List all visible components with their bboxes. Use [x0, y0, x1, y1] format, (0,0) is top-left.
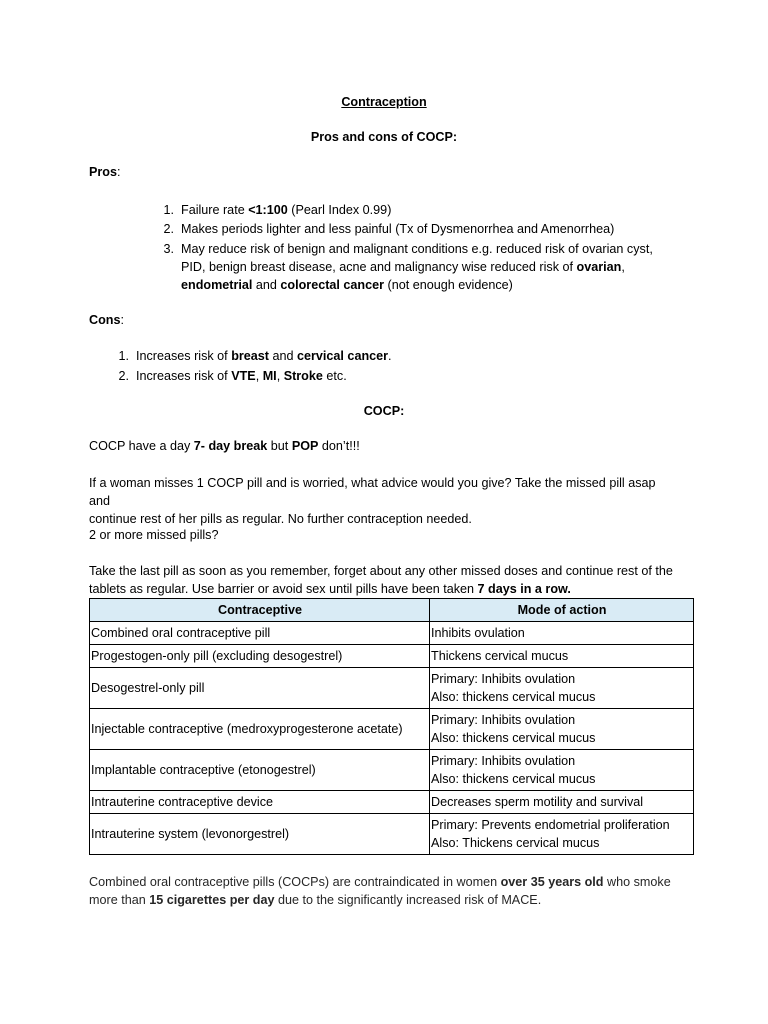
- contraceptive-cell: Intrauterine contraceptive device: [90, 791, 430, 814]
- table-row: [90, 814, 694, 855]
- document-title: Contraception: [341, 95, 427, 109]
- cons-label: Cons:: [89, 313, 124, 327]
- missed-two-answer: Take the last pill as soon as you remember, forget about any other missed doses and continue rest of the tablets as regular. Use barrier or avoid sex until pills have been taken 7 days in a row.: [89, 564, 673, 596]
- table-row: [90, 645, 694, 668]
- mode-of-action-table: [89, 598, 694, 855]
- pros-label: Pros:: [89, 165, 121, 179]
- action-cell: Primary: Inhibits ovulation Also: thickens cervical mucus: [430, 709, 694, 750]
- table-row: [90, 709, 694, 750]
- missed-two-question: 2 or more missed pills?: [89, 528, 219, 542]
- table-row: [90, 791, 694, 814]
- contraceptive-cell: Desogestrel-only pill: [90, 668, 430, 709]
- action-cell: Decreases sperm motility and survival: [430, 791, 694, 814]
- contraceptive-cell: Progestogen-only pill (excluding desogestrel): [90, 645, 430, 668]
- table-header-row: [90, 599, 694, 622]
- action-cell: Inhibits ovulation: [430, 622, 694, 645]
- table-row: [90, 622, 694, 645]
- missed-one-pill-advice: If a woman misses 1 COCP pill and is worried, what advice would you give? Take the missed pill asap and continue rest of her pills as regular. No further contraception needed.: [89, 476, 656, 526]
- contraceptive-cell: Intrauterine system (levonorgestrel): [90, 814, 430, 855]
- section-subtitle: Pros and cons of COCP:: [310, 130, 458, 144]
- action-cell: Primary: Inhibits ovulation Also: thickens cervical mucus: [430, 750, 694, 791]
- action-cell: Thickens cervical mucus: [430, 645, 694, 668]
- cocp-heading: COCP:: [363, 404, 405, 418]
- contraceptive-cell: Combined oral contraceptive pill: [90, 622, 430, 645]
- action-cell: Primary: Inhibits ovulation Also: thickens cervical mucus: [430, 668, 694, 709]
- break-note: COCP have a day 7- day break but POP don’t!!!: [89, 439, 360, 453]
- action-cell: Primary: Prevents endometrial proliferation Also: Thickens cervical mucus: [430, 814, 694, 855]
- table-row: [90, 750, 694, 791]
- header-mode-of-action: Mode of action: [430, 599, 694, 622]
- contraceptive-cell: Injectable contraceptive (medroxyprogesterone acetate): [90, 709, 430, 750]
- table-row: [90, 668, 694, 709]
- contraindication-note: Combined oral contraceptive pills (COCPs) are contraindicated in women over 35 years old who smoke more than 15 cigarettes per day due to the significantly increased risk of MACE.: [89, 875, 671, 907]
- contraceptive-cell: Implantable contraceptive (etonogestrel): [90, 750, 430, 791]
- header-contraceptive: Contraceptive: [90, 599, 430, 622]
